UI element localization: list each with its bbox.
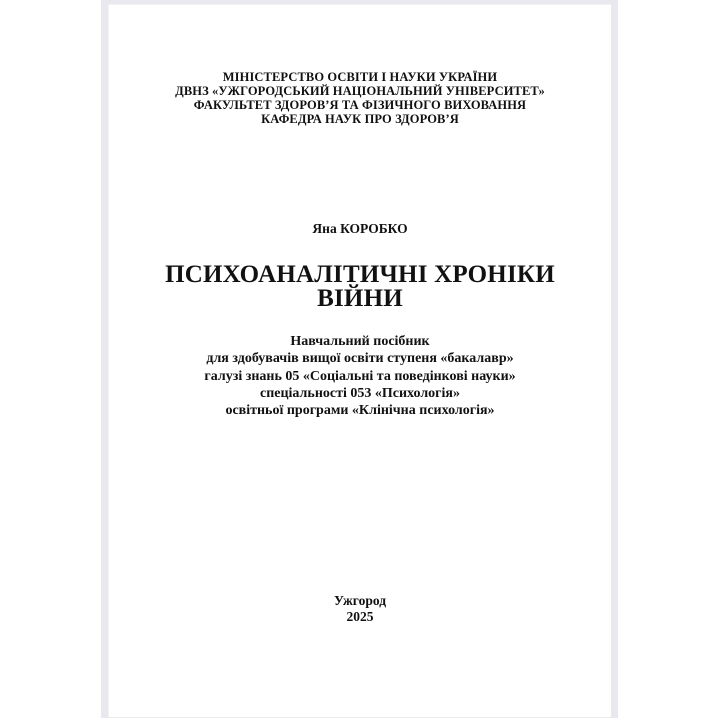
year: 2025 — [346, 609, 374, 624]
city: Ужгород — [333, 593, 387, 608]
faculty-line: ФАКУЛЬТЕТ ЗДОРОВ’Я ТА ФІЗИЧНОГО ВИХОВАННЯ — [193, 98, 527, 112]
imprint-footer — [0, 593, 720, 625]
subtitle-line-1: Навчальний посібник — [290, 334, 430, 349]
university-line: ДВНЗ «УЖГОРОДСЬКИЙ НАЦІОНАЛЬНИЙ УНІВЕРСИТЕТ» — [175, 84, 545, 98]
author-name: Яна КОРОБКО — [312, 221, 408, 236]
subtitle-line-5: освітньої програми «Клінічна психологія» — [225, 403, 495, 419]
ministry-line: МІНІСТЕРСТВО ОСВІТИ І НАУКИ УКРАЇНИ — [222, 70, 498, 84]
title-line-1: ПСИХОАНАЛІТИЧНІ ХРОНІКИ — [165, 261, 555, 288]
institution-header — [0, 70, 720, 126]
title-line-2: ВІЙНИ — [317, 285, 403, 312]
book-title — [0, 263, 720, 311]
subtitle-line-2: для здобувачів вищої освіти ступеня «бакалавр» — [206, 351, 514, 367]
book-subtitle — [0, 333, 720, 419]
author-block — [0, 221, 720, 237]
subtitle-line-3: галузі знань 05 «Соціальні та поведінкові науки» — [204, 368, 516, 384]
department-line: КАФЕДРА НАУК ПРО ЗДОРОВ’Я — [261, 112, 459, 126]
subtitle-line-4: спеціальності 053 «Психологія» — [259, 385, 460, 401]
